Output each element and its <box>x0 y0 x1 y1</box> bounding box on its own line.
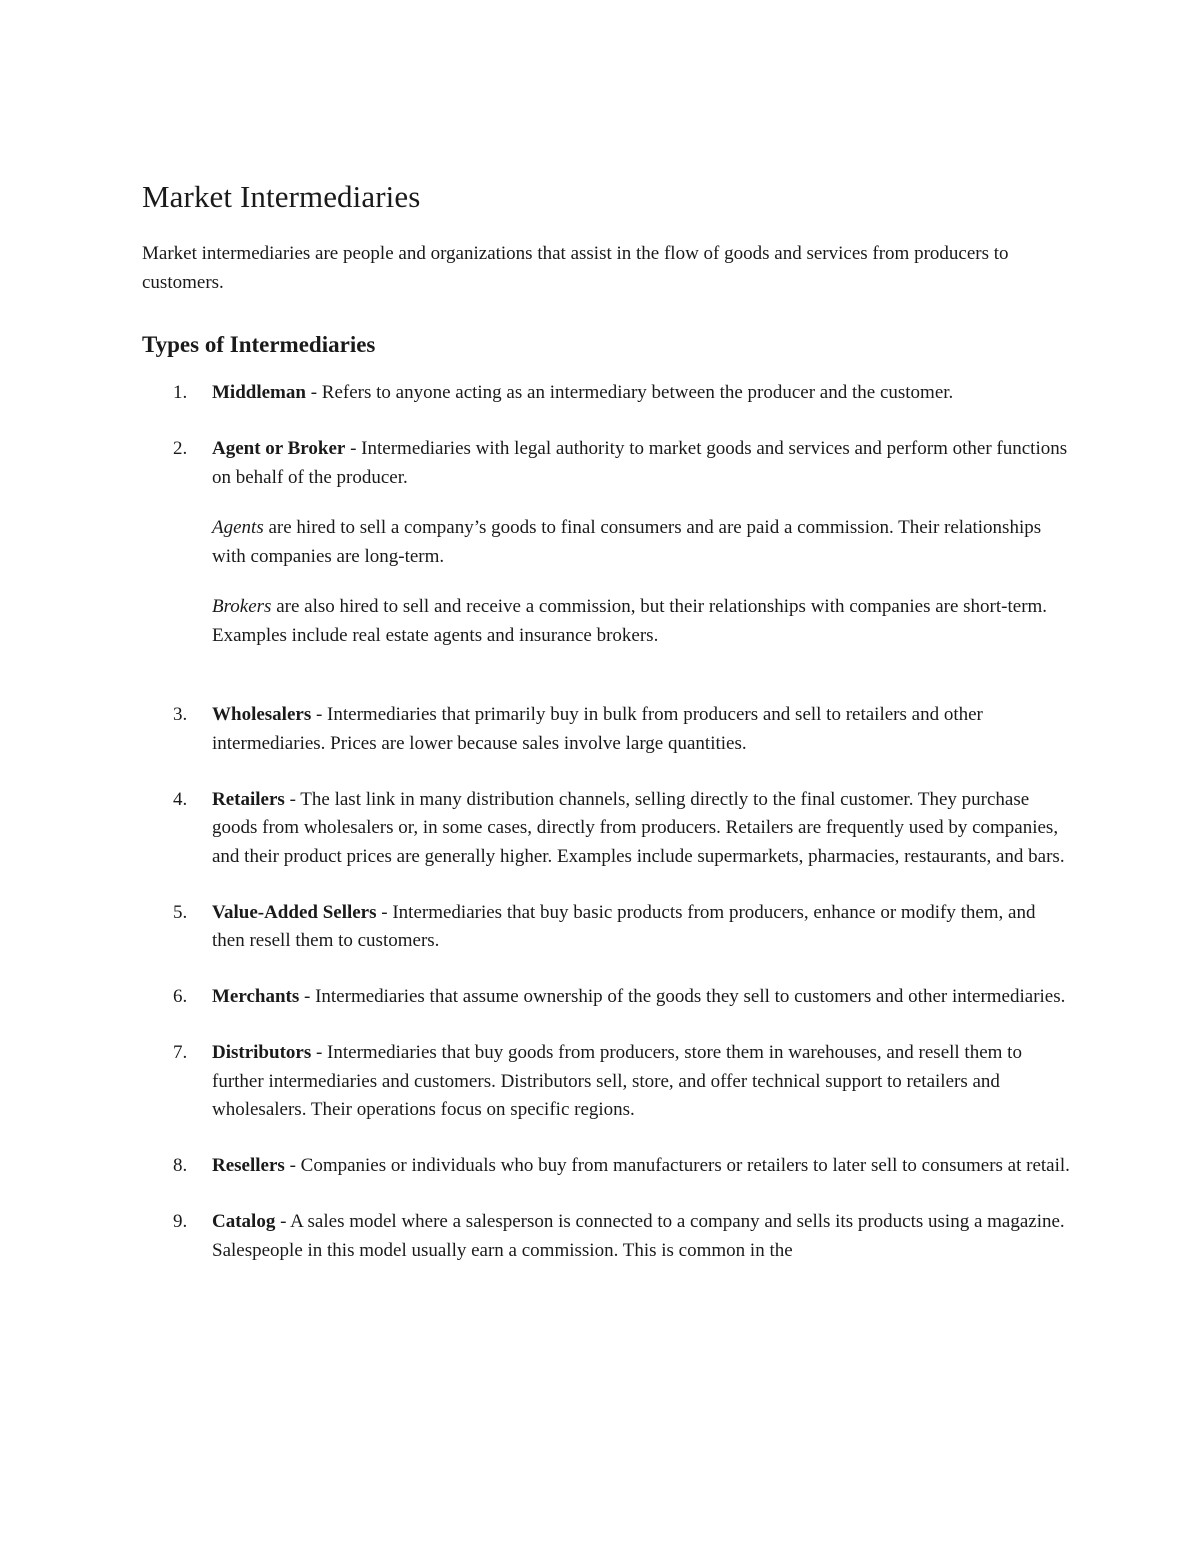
item-term: Distributors <box>212 1042 312 1063</box>
list-item-merchants <box>142 983 1072 1012</box>
item-description: - Intermediaries that assume ownership of the goods they sell to customers and other intermediaries. <box>299 986 1066 1007</box>
list-number: 9. <box>173 1211 188 1232</box>
brokers-description: are also hired to sell and receive a commission, but their relationships with companies are short-term. Examples include real estate agents and insurance brokers. <box>212 596 1048 646</box>
list-item-retailers <box>142 786 1072 872</box>
list-number: 3. <box>173 704 188 725</box>
intermediaries-list <box>142 379 1072 1265</box>
list-item-agent-broker <box>142 435 1072 650</box>
item-description: - Refers to anyone acting as an intermediary between the producer and the customer. <box>305 382 954 403</box>
list-item-wholesalers <box>142 701 1072 758</box>
item-term: Agent or Broker <box>212 438 346 459</box>
item-term: Catalog <box>212 1211 276 1232</box>
document-title: Market Intermediaries <box>142 179 421 214</box>
item-description: - A sales model where a salesperson is connected to a company and sells its products using a magazine. Salespeople in this model usually earn a commission. This is common in the <box>212 1211 1065 1261</box>
list-number: 2. <box>173 438 188 459</box>
item-description: - Companies or individuals who buy from manufacturers or retailers to later sell to consumers at retail. <box>284 1155 1070 1176</box>
section-heading: Types of Intermediaries <box>142 332 376 357</box>
item-description: - Intermediaries with legal authority to market goods and services and perform other functions on behalf of the producer. <box>212 438 1068 488</box>
list-number: 6. <box>173 986 188 1007</box>
item-term: Merchants <box>212 986 300 1007</box>
list-number: 8. <box>173 1155 188 1176</box>
list-item-catalog <box>142 1208 1072 1265</box>
list-item-distributors <box>142 1039 1072 1125</box>
item-description: - The last link in many distribution channels, selling directly to the final customer. They purchase goods from wholesalers or, in some cases, directly from producers. Retailers are frequently used by companies, and their product prices are generally higher. Examples include supermarkets, pharmacies, restaurants, and bars. <box>212 788 1065 867</box>
agents-paragraph <box>212 514 1072 571</box>
agents-term: Agents <box>212 517 264 538</box>
list-number: 1. <box>173 382 188 403</box>
item-term: Retailers <box>212 788 285 810</box>
item-term: Value-Added Sellers <box>212 901 377 923</box>
item-term: Resellers <box>212 1155 285 1176</box>
list-item-resellers <box>142 1152 1072 1181</box>
list-number: 5. <box>173 901 188 923</box>
list-item-value-added-sellers <box>142 899 1072 956</box>
brokers-paragraph <box>212 593 1072 650</box>
item-term: Wholesalers <box>212 704 312 725</box>
item-description: - Intermediaries that primarily buy in bulk from producers and sell to retailers and other intermediaries. Prices are lower because sales involve large quantities. <box>212 704 983 754</box>
list-item-middleman <box>142 379 1072 408</box>
document-page <box>142 178 1072 1293</box>
item-term: Middleman <box>212 382 306 403</box>
list-number: 7. <box>173 1042 188 1063</box>
list-number: 4. <box>173 788 188 810</box>
agents-description: are hired to sell a company’s goods to final consumers and are paid a commission. Their relationships with companies are long-term. <box>212 517 1042 567</box>
item-description: - Intermediaries that buy goods from producers, store them in warehouses, and resell them to further intermediaries and customers. Distributors sell, store, and offer technical support to retailers and wholesalers. Their operations focus on specific regions. <box>212 1042 1022 1120</box>
brokers-term: Brokers <box>212 596 272 617</box>
intro-paragraph: Market intermediaries are people and organizations that assist in the flow of goods and services from producers to customers. <box>142 243 1009 293</box>
item-description: - Intermediaries that buy basic products from producers, enhance or modify them, and then resell them to customers. <box>212 901 1036 951</box>
